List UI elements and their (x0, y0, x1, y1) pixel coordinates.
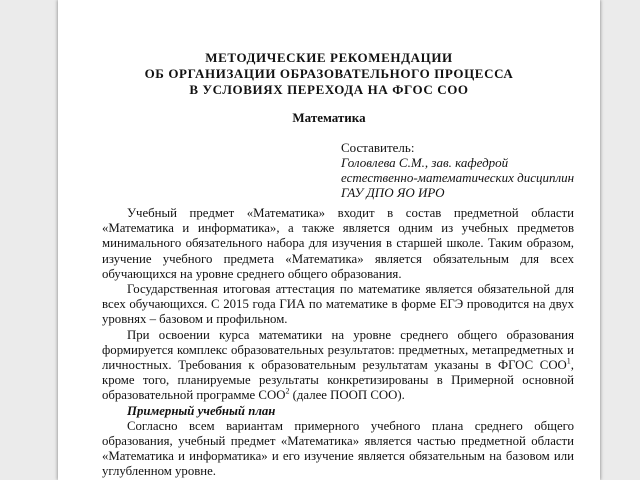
title-line-2: ОБ ОРГАНИЗАЦИИ ОБРАЗОВАТЕЛЬНОГО ПРОЦЕССА (144, 66, 514, 81)
document-title (58, 50, 600, 98)
paragraph-1: Учебный предмет «Математика» входит в состав предметной области «Математика и информатика», а также является одним из учебных предметов минимального обязательного набора для изучения в старшей школе. Таким образом, изучение учебного предмета «Математика» является обязательным для всех обучающихся на уровне среднего общего образования. (102, 206, 574, 281)
paragraph-3-part-2: , кроме того, планируемые результаты конкретизированы в Примерной основной образовательной программе СОО (102, 358, 574, 403)
document-body (102, 206, 574, 480)
paragraph-2: Государственная итоговая аттестация по математике является обязательной для всех обучающихся. С 2015 года ГИА по математике в форме ЕГЭ проводится на двух уровнях – базовом и профильном. (102, 282, 574, 327)
compiler-line-1: Головлева С.М., зав. кафедрой (341, 155, 509, 170)
subject-heading: Математика (292, 110, 366, 125)
compiler-label: Составитель: (341, 140, 415, 155)
paragraph-3-part-3: (далее ПООП СОО). (289, 388, 405, 403)
document-page (58, 0, 600, 480)
compiler-line-3: ГАУ ДПО ЯО ИРО (341, 185, 445, 200)
footnote-ref-1[interactable]: 1 (566, 356, 571, 366)
paragraph-3-part-1: При освоении курса математики на уровне среднего общего образования формируется комплекс образовательных результатов: предметных, метапредметных и личностных. Требования к образовательным результатам указаны в ФГОС СОО (102, 327, 574, 373)
compiler-line-2: естественно-математических дисциплин (341, 170, 575, 185)
compiler-block (341, 140, 574, 200)
title-line-1: МЕТОДИЧЕСКИЕ РЕКОМЕНДАЦИИ (205, 50, 453, 65)
plan-paragraph: Согласно всем вариантам примерного учебного плана среднего общего образования, учебный предмет «Математика» является частью предметной области «Математика и информатика» и его изучение является обязательным на базовом или углубленном уровне. (102, 418, 574, 479)
footnote-ref-2[interactable]: 2 (285, 387, 290, 397)
paragraph-3 (102, 328, 574, 404)
plan-heading: Примерный учебный план (127, 403, 276, 418)
title-line-3: В УСЛОВИЯХ ПЕРЕХОДА НА ФГОС СОО (189, 82, 469, 97)
